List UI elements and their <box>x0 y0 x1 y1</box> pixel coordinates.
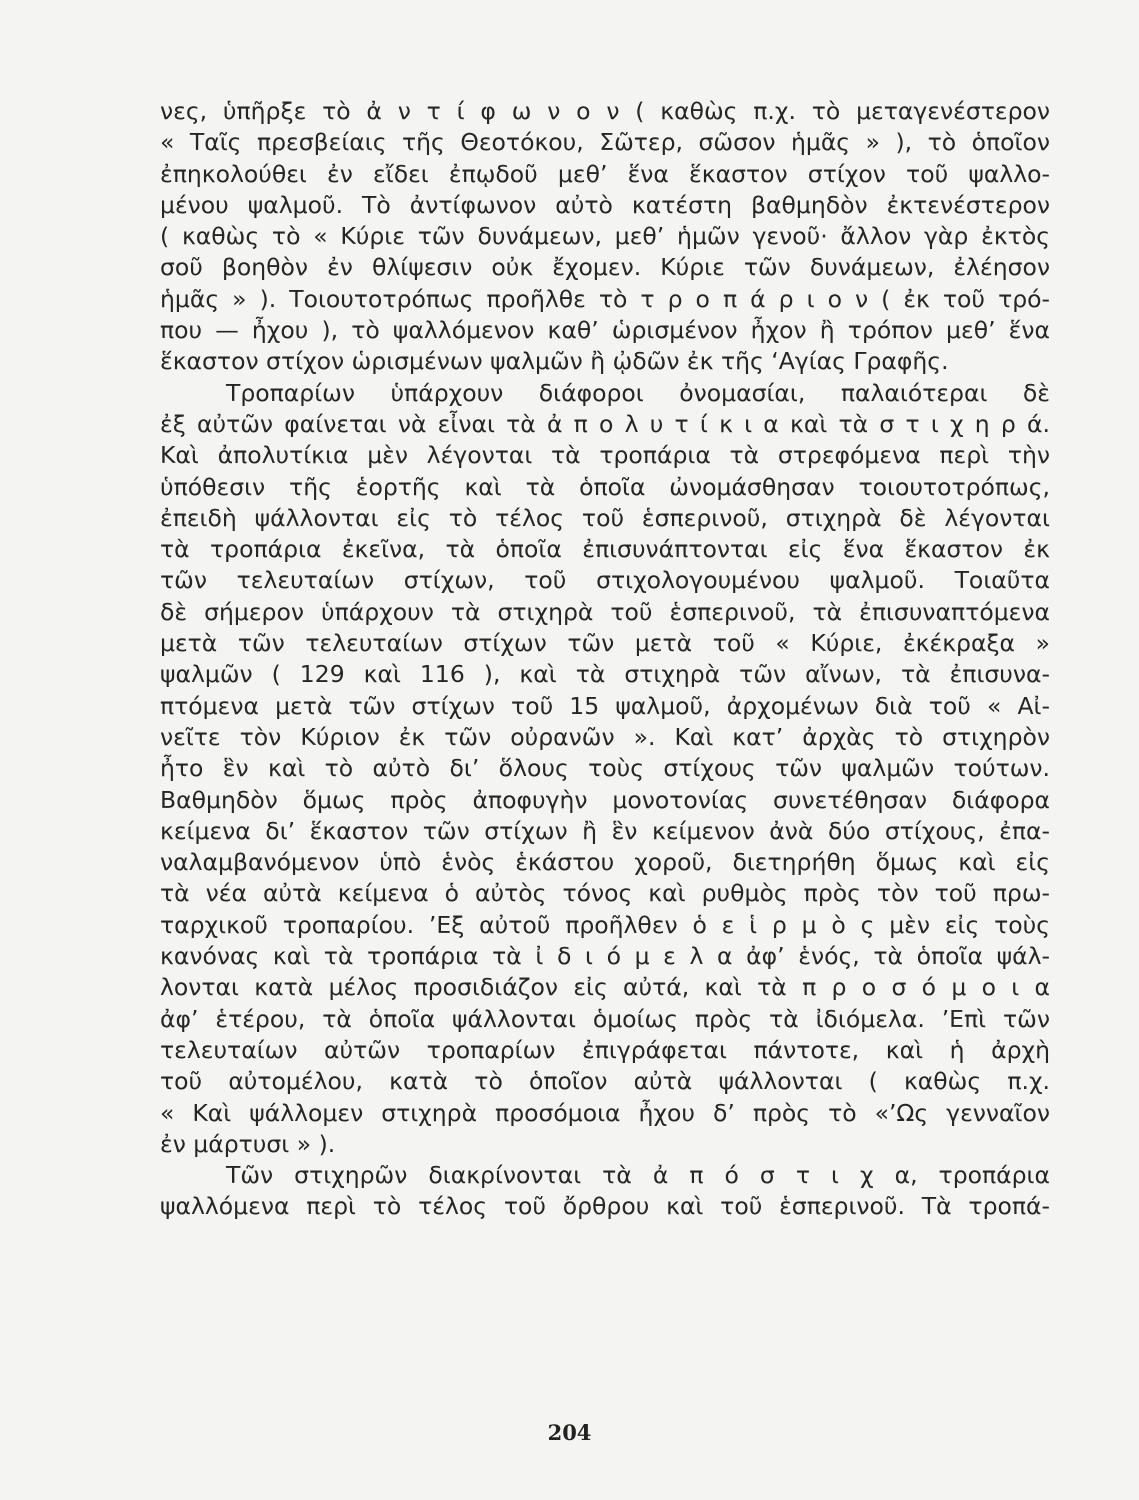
text-line: κανόνας καὶ τὰ τροπάρια τὰ ἰ δ ι ό μ ε λ α ἀφ’ ἑνός, τὰ ὁποῖα ψάλ- <box>160 942 1050 971</box>
text-line: ἀφ’ ἑτέρου, τὰ ὁποῖα ψάλλονται ὁμοίως πρὸς τὰ ἰδιόμελα. ’Επὶ τῶν <box>160 1004 1050 1033</box>
text-line: ἕκαστον στίχον ὡρισμένων ψαλμῶν ἢ ᾠδῶν ἐκ τῆς ‘Αγίας Γραφῆς. <box>160 347 949 376</box>
text-line: τὰ τροπάρια ἐκεῖνα, τὰ ὁποῖα ἐπισυνάπτονται εἰς ἕνα ἕκαστον ἐκ <box>160 535 1050 564</box>
text-line: νεῖτε τὸν Κύριον ἐκ τῶν οὐρανῶν ». Καὶ κατ’ ἀρχὰς τὸ στιχηρὸν <box>160 722 1050 751</box>
text-line: « Καὶ ψάλλομεν στιχηρὰ προσόμοια ἦχου δ’ πρὸς τὸ «’Ως γενναῖον <box>160 1098 1050 1127</box>
text-line: ὑπόθεσιν τῆς ἑορτῆς καὶ τὰ ὁποῖα ὠνομάσθησαν τοιουτοτρόπως, <box>160 472 1050 501</box>
body-text <box>160 96 1050 1223</box>
text-line: ἐπηκολούθει ἐν εἴδει ἐπῳδοῦ μεθ’ ἕνα ἕκαστον στίχον τοῦ ψαλλο- <box>160 159 1050 188</box>
text-line: λονται κατὰ μέλος προσιδιάζον εἰς αὐτά, καὶ τὰ π ρ ο σ ό μ ο ι α <box>160 973 1050 1002</box>
text-line: Τῶν στιχηρῶν διακρίνονται τὰ ἀ π ό σ τ ι χ α, τροπάρια <box>226 1161 1050 1190</box>
text-line: μένου ψαλμοῦ. Τὸ ἀντίφωνον αὐτὸ κατέστη βαθμηδὸν ἐκτενέστερον <box>160 190 1050 219</box>
text-line: ἡμᾶς » ). Τοιουτοτρόπως προῆλθε τὸ τ ρ ο π ά ρ ι ο ν ( ἐκ τοῦ τρό- <box>160 284 1050 313</box>
text-line: ἐπειδὴ ψάλλονται εἰς τὸ τέλος τοῦ ἑσπερινοῦ, στιχηρὰ δὲ λέγονται <box>160 503 1050 532</box>
text-line: ἐν μάρτυσι » ). <box>160 1129 336 1158</box>
text-line: πτόμενα μετὰ τῶν στίχων τοῦ 15 ψαλμοῦ, ἀρχομένων διὰ τοῦ « Αἰ- <box>160 691 1050 720</box>
text-line: ναλαμβανόμενον ὑπὸ ἑνὸς ἑκάστου χοροῦ, διετηρήθη ὅμως καὶ εἰς <box>160 848 1050 877</box>
text-line: ταρχικοῦ τροπαρίου. ’Εξ αὐτοῦ προῆλθεν ὁ ε ἱ ρ μ ὸ ς μὲν εἰς τοὺς <box>160 910 1050 939</box>
text-line: νες, ὑπῆρξε τὸ ἀ ν τ ί φ ω ν ο ν ( καθὼς π.χ. τὸ μεταγενέστερον <box>160 97 1050 125</box>
text-line: ἦτο ἓν καὶ τὸ αὐτὸ δι’ ὅλους τοὺς στίχους τῶν ψαλμῶν τούτων. <box>160 754 1050 783</box>
text-line: που — ἦχου ), τὸ ψαλλόμενον καθ’ ὡρισμένον ἦχον ἢ τρόπον μεθ’ ἕνα <box>160 316 1050 345</box>
text-line: μετὰ τῶν τελευταίων στίχων τῶν μετὰ τοῦ « Κύριε, ἐκέκραξα » <box>160 629 1050 658</box>
text-line: δὲ σήμερον ὑπάρχουν τὰ στιχηρὰ τοῦ ἑσπερινοῦ, τὰ ἐπισυναπτόμενα <box>160 597 1050 626</box>
text-line: ( καθὼς τὸ « Κύριε τῶν δυνάμεων, μεθ’ ἡμῶν γενοῦ· ἄλλον γὰρ ἐκτὸς <box>160 222 1050 251</box>
text-line: τὰ νέα αὐτὰ κείμενα ὁ αὐτὸς τόνος καὶ ρυθμὸς πρὸς τὸν τοῦ πρω- <box>160 879 1050 908</box>
text-line: τοῦ αὐτομέλου, κατὰ τὸ ὁποῖον αὐτὰ ψάλλονται ( καθὼς π.χ. <box>160 1067 1050 1096</box>
page-number: 204 <box>547 1420 592 1445</box>
text-line: τελευταίων αὐτῶν τροπαρίων ἐπιγράφεται πάντοτε, καὶ ἡ ἀρχὴ <box>160 1035 1050 1064</box>
text-line: « Ταῖς πρεσβείαις τῆς Θεοτόκου, Σῶτερ, σῶσον ἡμᾶς » ), τὸ ὁποῖον <box>160 128 1050 157</box>
text-line: Βαθμηδὸν ὅμως πρὸς ἀποφυγὴν μονοτονίας συνετέθησαν διάφορα <box>160 785 1050 814</box>
text-line: Τροπαρίων ὑπάρχουν διάφοροι ὀνομασίαι, παλαιότεραι δὲ <box>226 378 1050 407</box>
text-line: ἐξ αὐτῶν φαίνεται νὰ εἶναι τὰ ἀ π ο λ υ τ ί κ ι α καὶ τὰ σ τ ι χ η ρ ά. <box>160 409 1050 438</box>
text-line: σοῦ βοηθὸν ἐν θλίψεσιν οὐκ ἔχομεν. Κύριε τῶν δυνάμεων, ἐλέησον <box>160 253 1050 282</box>
text-line: τῶν τελευταίων στίχων, τοῦ στιχολογουμένου ψαλμοῦ. Τοιαῦτα <box>160 566 1050 595</box>
text-line: κείμενα δι’ ἕκαστον τῶν στίχων ἢ ἓν κείμενον ἀνὰ δύο στίχους, ἐπα- <box>160 816 1050 845</box>
text-line: ψαλμῶν ( 129 καὶ 116 ), καὶ τὰ στιχηρὰ τῶν αἴνων, τὰ ἐπισυνα- <box>160 660 1050 689</box>
text-line: Καὶ ἀπολυτίκια μὲν λέγονται τὰ τροπάρια τὰ στρεφόμενα περὶ τὴν <box>160 441 1050 470</box>
text-line: ψαλλόμενα περὶ τὸ τέλος τοῦ ὄρθρου καὶ τοῦ ἑσπερινοῦ. Τὰ τροπά- <box>160 1192 1050 1221</box>
